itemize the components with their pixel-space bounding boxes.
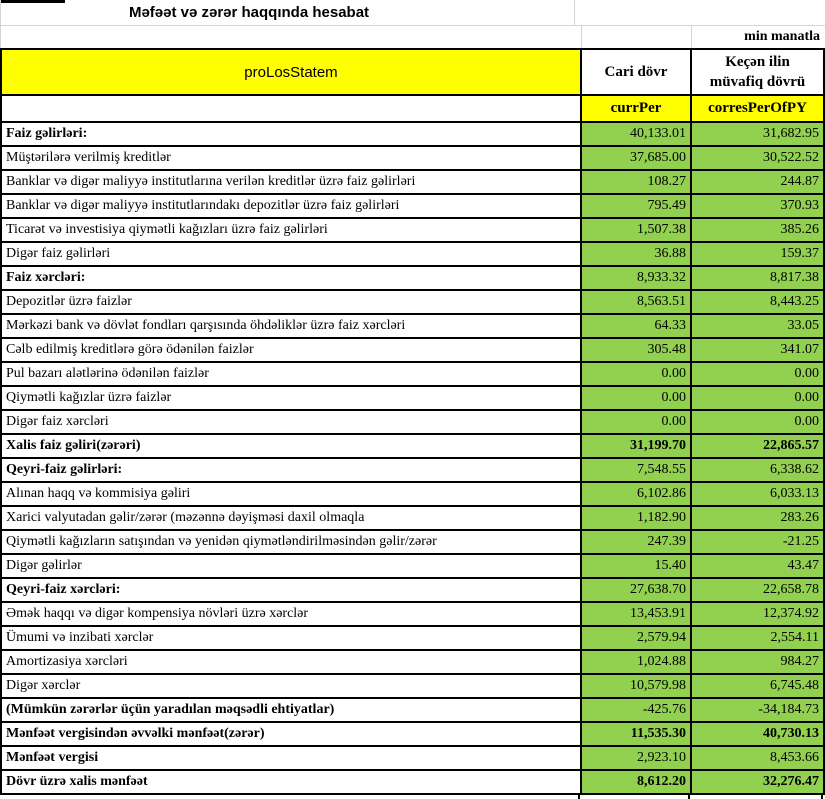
previous-period-value-cell: 40,730.13: [692, 723, 825, 747]
previous-period-value-cell: 0.00: [692, 387, 825, 411]
previous-period-value-cell: 283.26: [692, 507, 825, 531]
row-label-cell: Digər gəlirlər: [2, 555, 582, 579]
title-row: [0, 0, 825, 26]
gridline: [574, 0, 575, 25]
previous-period-value-cell: 8,453.66: [692, 747, 825, 771]
current-period-value-cell: 1,182.90: [582, 507, 692, 531]
previous-period-value-cell: 32,276.47: [692, 771, 825, 795]
row-label-cell: Ümumi və inzibati xərclər: [2, 627, 582, 651]
previous-period-value-cell: 984.27: [692, 651, 825, 675]
current-period-value-cell: 8,933.32: [582, 267, 692, 291]
current-period-value-cell: 108.27: [582, 171, 692, 195]
current-period-value-cell: 40,133.01: [582, 123, 692, 147]
previous-period-value-cell: 6,338.62: [692, 459, 825, 483]
current-period-value-cell: 247.39: [582, 531, 692, 555]
current-period-value-cell: 795.49: [582, 195, 692, 219]
previous-period-value-cell: 8,817.38: [692, 267, 825, 291]
border-stub: [578, 795, 580, 799]
row-label-cell: Faiz xərcləri:: [2, 267, 582, 291]
current-period-value-cell: 27,638.70: [582, 579, 692, 603]
row-label-cell: Ticarət və investisiya qiymətli kağızları üzrə faiz gəlirləri: [2, 219, 582, 243]
row-label-cell: Qiymətli kağızların satışından və yenidən qiymətləndirilməsindən gəlir/zərər: [2, 531, 582, 555]
col-header-previous-line1: Keçən ilin: [725, 54, 790, 70]
row-label-cell: Qeyri-faiz xərcləri:: [2, 579, 582, 603]
unit-label: min manatla: [744, 29, 820, 44]
current-period-value-cell: 13,453.91: [582, 603, 692, 627]
statement-id-cell: proLosStatem: [2, 50, 582, 96]
current-period-value-cell: 11,535.30: [582, 723, 692, 747]
unit-row: [0, 26, 825, 48]
col-header-current-period: Cari dövr: [582, 50, 692, 96]
previous-period-value-cell: 341.07: [692, 339, 825, 363]
row-label-cell: Mənfəət vergisindən əvvəlki mənfəət(zərər): [2, 723, 582, 747]
row-label-cell: Alınan haqq və kommisiya gəliri: [2, 483, 582, 507]
row-label-cell: (Mümkün zərərlər üçün yaradılan məqsədli ehtiyatlar): [2, 699, 582, 723]
previous-period-value-cell: 370.93: [692, 195, 825, 219]
row-label-cell: Pul bazarı alətlərinə ödənilən faizlər: [2, 363, 582, 387]
bottom-strip: [0, 795, 825, 799]
current-period-value-cell: 15.40: [582, 555, 692, 579]
previous-period-value-cell: 2,554.11: [692, 627, 825, 651]
row-label-cell: Amortizasiya xərcləri: [2, 651, 582, 675]
previous-period-value-cell: 43.47: [692, 555, 825, 579]
gridline: [581, 26, 582, 48]
row-label-cell: Dövr üzrə xalis mənfəət: [2, 771, 582, 795]
row-label-cell: Faiz gəlirləri:: [2, 123, 582, 147]
previous-period-value-cell: 244.87: [692, 171, 825, 195]
border-stub: [821, 795, 823, 799]
previous-period-value-cell: -21.25: [692, 531, 825, 555]
previous-period-value-cell: 0.00: [692, 411, 825, 435]
previous-period-value-cell: 12,374.92: [692, 603, 825, 627]
col-code-current: currPer: [582, 96, 692, 123]
row-label-cell: Digər faiz xərcləri: [2, 411, 582, 435]
row-label-cell: Depozitlər üzrə faizlər: [2, 291, 582, 315]
current-period-value-cell: 2,579.94: [582, 627, 692, 651]
row-label-cell: Digər xərclər: [2, 675, 582, 699]
previous-period-value-cell: 385.26: [692, 219, 825, 243]
current-period-value-cell: 1,024.88: [582, 651, 692, 675]
current-period-value-cell: 0.00: [582, 387, 692, 411]
current-period-value-cell: 10,579.98: [582, 675, 692, 699]
page-title: Məfəət və zərər haqqında hesabat: [128, 4, 370, 21]
current-period-value-cell: 7,548.55: [582, 459, 692, 483]
row-label-cell: Digər faiz gəlirləri: [2, 243, 582, 267]
empty-header-cell: [2, 96, 582, 123]
previous-period-value-cell: 6,745.48: [692, 675, 825, 699]
previous-period-value-cell: 31,682.95: [692, 123, 825, 147]
current-period-value-cell: 36.88: [582, 243, 692, 267]
previous-period-value-cell: 8,443.25: [692, 291, 825, 315]
row-label-cell: Mərkəzi bank və dövlət fondları qarşısında öhdəliklər üzrə faiz xərcləri: [2, 315, 582, 339]
current-period-value-cell: 8,612.20: [582, 771, 692, 795]
top-left-border-segment: [1, 0, 65, 3]
current-period-value-cell: 0.00: [582, 411, 692, 435]
current-period-value-cell: 6,102.86: [582, 483, 692, 507]
previous-period-value-cell: 0.00: [692, 363, 825, 387]
previous-period-value-cell: 30,522.52: [692, 147, 825, 171]
previous-period-value-cell: 159.37: [692, 243, 825, 267]
current-period-value-cell: 37,685.00: [582, 147, 692, 171]
current-period-value-cell: 64.33: [582, 315, 692, 339]
current-period-value-cell: 1,507.38: [582, 219, 692, 243]
row-label-cell: Mənfəət vergisi: [2, 747, 582, 771]
current-period-value-cell: 2,923.10: [582, 747, 692, 771]
previous-period-value-cell: 6,033.13: [692, 483, 825, 507]
previous-period-value-cell: -34,184.73: [692, 699, 825, 723]
row-label-cell: Banklar və digər maliyyə institutlarına verilən kreditlər üzrə faiz gəlirləri: [2, 171, 582, 195]
current-period-value-cell: 31,199.70: [582, 435, 692, 459]
current-period-value-cell: 0.00: [582, 363, 692, 387]
row-label-cell: Əmək haqqı və digər kompensiya növləri üzrə xərclər: [2, 603, 582, 627]
col-header-previous-line2: müvafiq dövrü: [709, 74, 806, 90]
row-label-cell: Qeyri-faiz gəlirləri:: [2, 459, 582, 483]
col-header-previous-period: [692, 50, 825, 96]
previous-period-value-cell: 22,865.57: [692, 435, 825, 459]
row-label-cell: Xalis faiz gəliri(zərəri): [2, 435, 582, 459]
row-label-cell: Cəlb edilmiş kreditlərə görə ödənilən faizlər: [2, 339, 582, 363]
row-label-cell: Xarici valyutadan gəlir/zərər (məzənnə dəyişməsi daxil olmaqla: [2, 507, 582, 531]
previous-period-value-cell: 22,658.78: [692, 579, 825, 603]
previous-period-value-cell: 33.05: [692, 315, 825, 339]
border-stub: [688, 795, 690, 799]
profit-loss-table: [0, 48, 825, 795]
current-period-value-cell: 8,563.51: [582, 291, 692, 315]
row-label-cell: Müştərilərə verilmiş kreditlər: [2, 147, 582, 171]
current-period-value-cell: 305.48: [582, 339, 692, 363]
row-label-cell: Banklar və digər maliyyə institutlarındakı depozitlər üzrə faiz gəlirləri: [2, 195, 582, 219]
col-code-previous: corresPerOfPY: [692, 96, 825, 123]
row-label-cell: Qiymətli kağızlar üzrə faizlər: [2, 387, 582, 411]
current-period-value-cell: -425.76: [582, 699, 692, 723]
